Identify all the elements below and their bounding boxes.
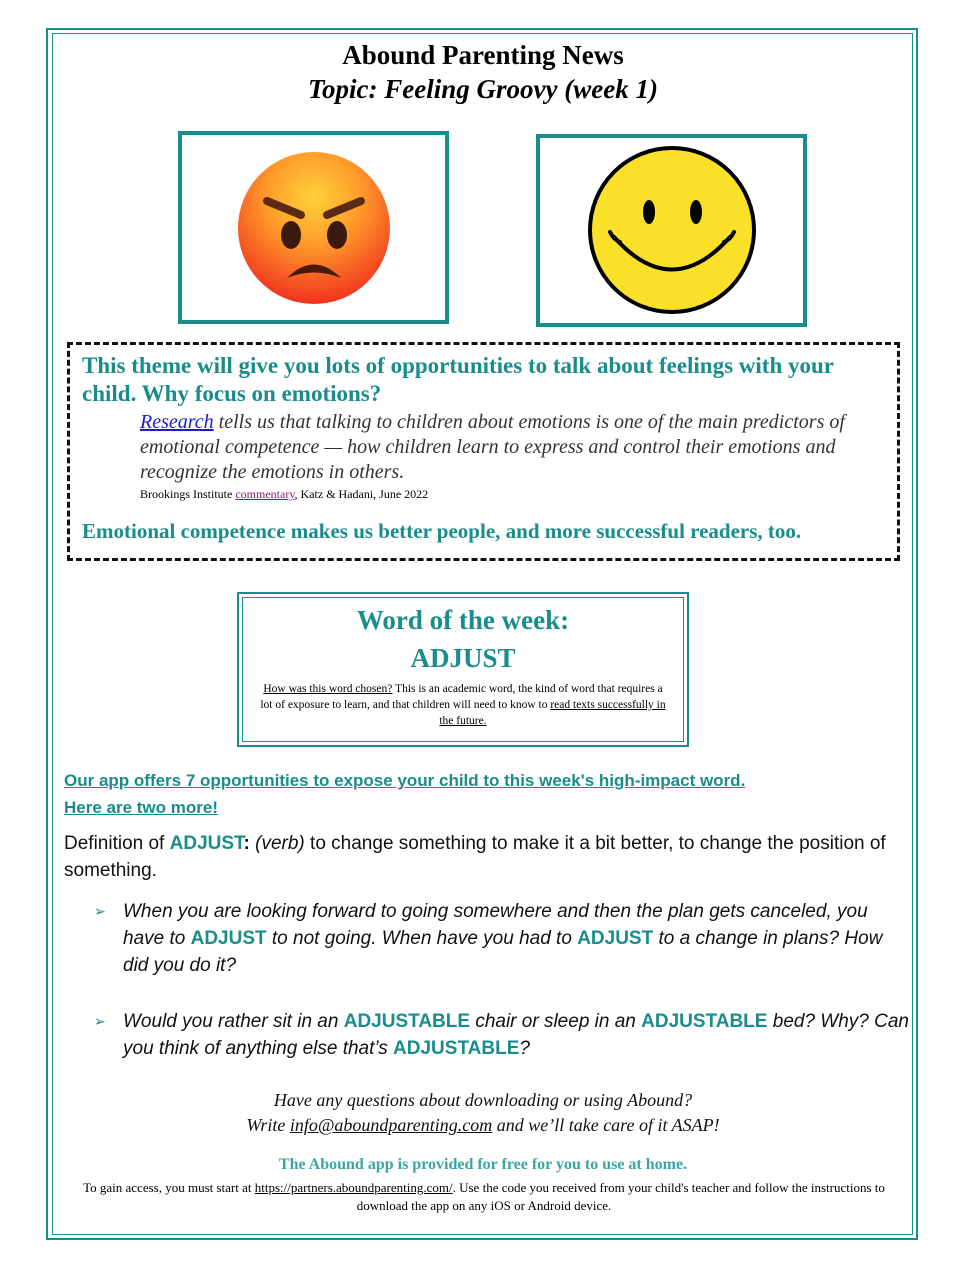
bullet-2-text: Would you rather sit in an ADJUSTABLE chair or sleep in an ADJUSTABLE bed? Why? Can you think of anything else that’s ADJUSTABLE? (123, 1011, 909, 1059)
newsletter-title: Abound Parenting News (342, 40, 624, 70)
word-of-week-word: ADJUST (410, 643, 516, 673)
citation (140, 487, 428, 502)
smiley-face-icon (584, 142, 760, 318)
bullet-1-text: When you are looking forward to going somewhere and then the plan gets canceled, you have to ADJUST to not going. When have you had to ADJUST to a change in plans? How did you do it? (123, 901, 883, 976)
citation-source: Brookings Institute (140, 487, 236, 501)
email-link[interactable]: info@aboundparenting.com (289, 1115, 493, 1135)
app-offer-line-1: Our app offers 7 opportunities to expose your child to this week's high-impact word. (64, 771, 746, 790)
smiley-face-frame (536, 134, 807, 327)
questions-line-1: Have any questions about downloading or using Abound? (273, 1090, 693, 1110)
app-offer-heading (64, 767, 904, 821)
partners-url-link[interactable]: https://partners.aboundparenting.com/ (254, 1180, 453, 1195)
research-quote-text: tells us that talking to children about emotions is one of the main predictors of emotional competence — how children learn to express and control their emotions and recognize the emotions in others. (140, 411, 845, 483)
app-offer-line-2: Here are two more! (64, 798, 218, 817)
research-quote (140, 410, 890, 485)
definition-word: ADJUST (169, 833, 244, 854)
explanation-text: This is an academic word, the kind of word that requires a lot of exposure to learn, and that children will need to know to (260, 683, 663, 711)
access-instructions: To gain access, you must start at https://partners.aboundparenting.com/. Use the code you received from your child's teacher and follow the instructions to download the app on any iOS or Android device. (83, 1180, 885, 1213)
definition-text: to change something to make it a bit better, to change the position of something. (64, 833, 886, 881)
questions-block (0, 1088, 966, 1138)
angry-face-frame (178, 131, 449, 324)
read-texts-link[interactable]: read texts successfully in the future. (439, 699, 666, 727)
competence-statement: Emotional competence makes us better people, and more successful readers, too. (82, 519, 802, 543)
word-of-week-title: Word of the week: (356, 605, 570, 635)
commentary-link[interactable]: commentary (235, 487, 295, 501)
word-choice-explanation (258, 681, 668, 729)
research-link[interactable]: Research (140, 411, 214, 433)
angry-face-icon (229, 143, 399, 313)
definition-colon: : (243, 833, 250, 854)
part-of-speech: (verb) (249, 833, 311, 854)
how-chosen-label: How was this word chosen? (263, 683, 393, 695)
citation-authors: , Katz & Hadani, June 2022 (294, 487, 429, 501)
arrow-bullet-icon: ➢ (94, 903, 106, 919)
newsletter-topic: Topic: Feeling Groovy (week 1) (308, 74, 658, 104)
arrow-bullet-icon: ➢ (94, 1013, 106, 1029)
theme-heading: This theme will give you lots of opportunities to talk about feelings with your child. Why focus on emotions? (82, 353, 834, 406)
free-app-notice: The Abound app is provided for free for you to use at home. (278, 1156, 688, 1173)
definition (64, 830, 904, 884)
definition-prefix: Definition of (64, 833, 170, 854)
questions-line-2: Write info@aboundparenting.com and we’ll take care of it ASAP! (246, 1115, 720, 1135)
